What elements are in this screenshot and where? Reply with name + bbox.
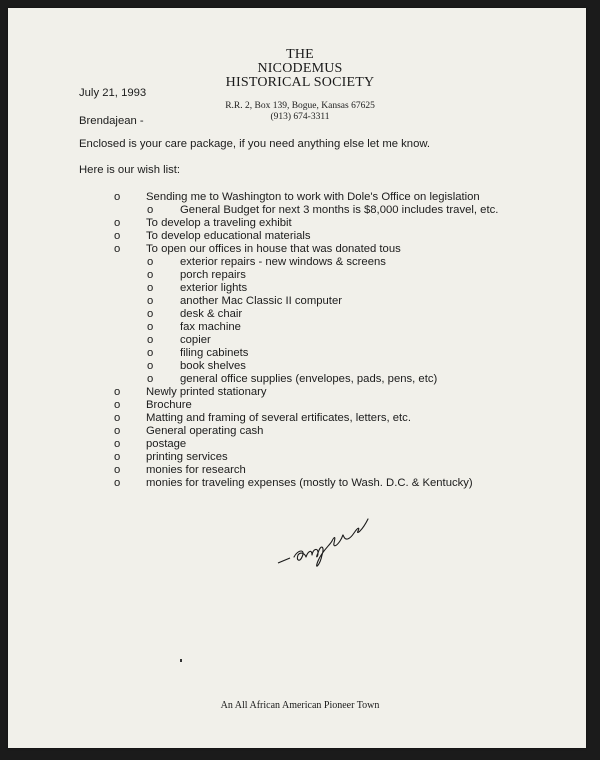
list-bullet: o bbox=[147, 256, 154, 268]
list-bullet: o bbox=[114, 399, 121, 411]
letterhead-address bbox=[190, 101, 410, 123]
wishlist-intro: Here is our wish list: bbox=[79, 164, 181, 176]
sub-list-item: General Budget for next 3 months is $8,000 includes travel, etc. bbox=[180, 204, 499, 216]
list-bullet: o bbox=[114, 217, 121, 229]
letterhead-line: THE bbox=[286, 47, 314, 62]
list-item: postage bbox=[146, 438, 187, 450]
sub-list-item: filing cabinets bbox=[180, 347, 249, 359]
list-bullet: o bbox=[147, 204, 154, 216]
sub-list-item: general office supplies (envelopes, pads, pens, etc) bbox=[180, 373, 438, 385]
sub-list-item: book shelves bbox=[180, 360, 246, 372]
list-item: Matting and framing of several ertificates, letters, etc. bbox=[146, 412, 411, 424]
list-bullet: o bbox=[114, 425, 121, 437]
list-item: Brochure bbox=[146, 399, 192, 411]
list-item: monies for traveling expenses (mostly to Wash. D.C. & Kentucky) bbox=[146, 477, 473, 489]
letterhead-line: HISTORICAL SOCIETY bbox=[225, 75, 375, 90]
list-item: Sending me to Washington to work with Dole's Office on legislation bbox=[146, 191, 480, 203]
list-bullet: o bbox=[114, 451, 121, 463]
list-item: monies for research bbox=[146, 464, 246, 476]
sub-list-item: exterior repairs - new windows & screens bbox=[180, 256, 386, 268]
list-bullet: o bbox=[147, 269, 154, 281]
list-bullet: o bbox=[114, 412, 121, 424]
list-bullet: o bbox=[147, 373, 154, 385]
handwritten-signature bbox=[272, 505, 382, 575]
list-item: Newly printed stationary bbox=[146, 386, 267, 398]
list-bullet: o bbox=[114, 438, 121, 450]
list-item: To develop educational materials bbox=[146, 230, 311, 242]
list-bullet: o bbox=[147, 360, 154, 372]
footer-tagline: An All African American Pioneer Town bbox=[220, 700, 380, 711]
list-item: To open our offices in house that was donated tous bbox=[146, 243, 401, 255]
list-bullet: o bbox=[114, 386, 121, 398]
list-bullet: o bbox=[114, 243, 121, 255]
letterhead-line: NICODEMUS bbox=[257, 61, 343, 76]
list-bullet: o bbox=[114, 477, 121, 489]
list-bullet: o bbox=[114, 464, 121, 476]
letter-date: July 21, 1993 bbox=[79, 87, 147, 99]
list-item: printing services bbox=[146, 451, 228, 463]
phone-line: (913) 674-3311 bbox=[270, 112, 330, 122]
list-bullet: o bbox=[114, 230, 121, 242]
list-bullet: o bbox=[114, 191, 121, 203]
sub-list-item: fax machine bbox=[180, 321, 241, 333]
list-bullet: o bbox=[147, 334, 154, 346]
list-bullet: o bbox=[147, 321, 154, 333]
letterhead-organization bbox=[190, 48, 410, 90]
sub-list-item: exterior lights bbox=[180, 282, 248, 294]
list-bullet: o bbox=[147, 282, 154, 294]
sub-list-item: porch repairs bbox=[180, 269, 246, 281]
sub-list-item: copier bbox=[180, 334, 211, 346]
ink-speck bbox=[180, 659, 182, 662]
sub-list-item: desk & chair bbox=[180, 308, 243, 320]
list-item: General operating cash bbox=[146, 425, 264, 437]
list-bullet: o bbox=[147, 308, 154, 320]
salutation: Brendajean - bbox=[79, 115, 144, 127]
list-bullet: o bbox=[147, 295, 154, 307]
sub-list-item: another Mac Classic II computer bbox=[180, 295, 342, 307]
body-paragraph: Enclosed is your care package, if you need anything else let me know. bbox=[79, 138, 431, 150]
list-bullet: o bbox=[147, 347, 154, 359]
list-item: To develop a traveling exhibit bbox=[146, 217, 292, 229]
address-line: R.R. 2, Box 139, Bogue, Kansas 67625 bbox=[225, 101, 375, 111]
